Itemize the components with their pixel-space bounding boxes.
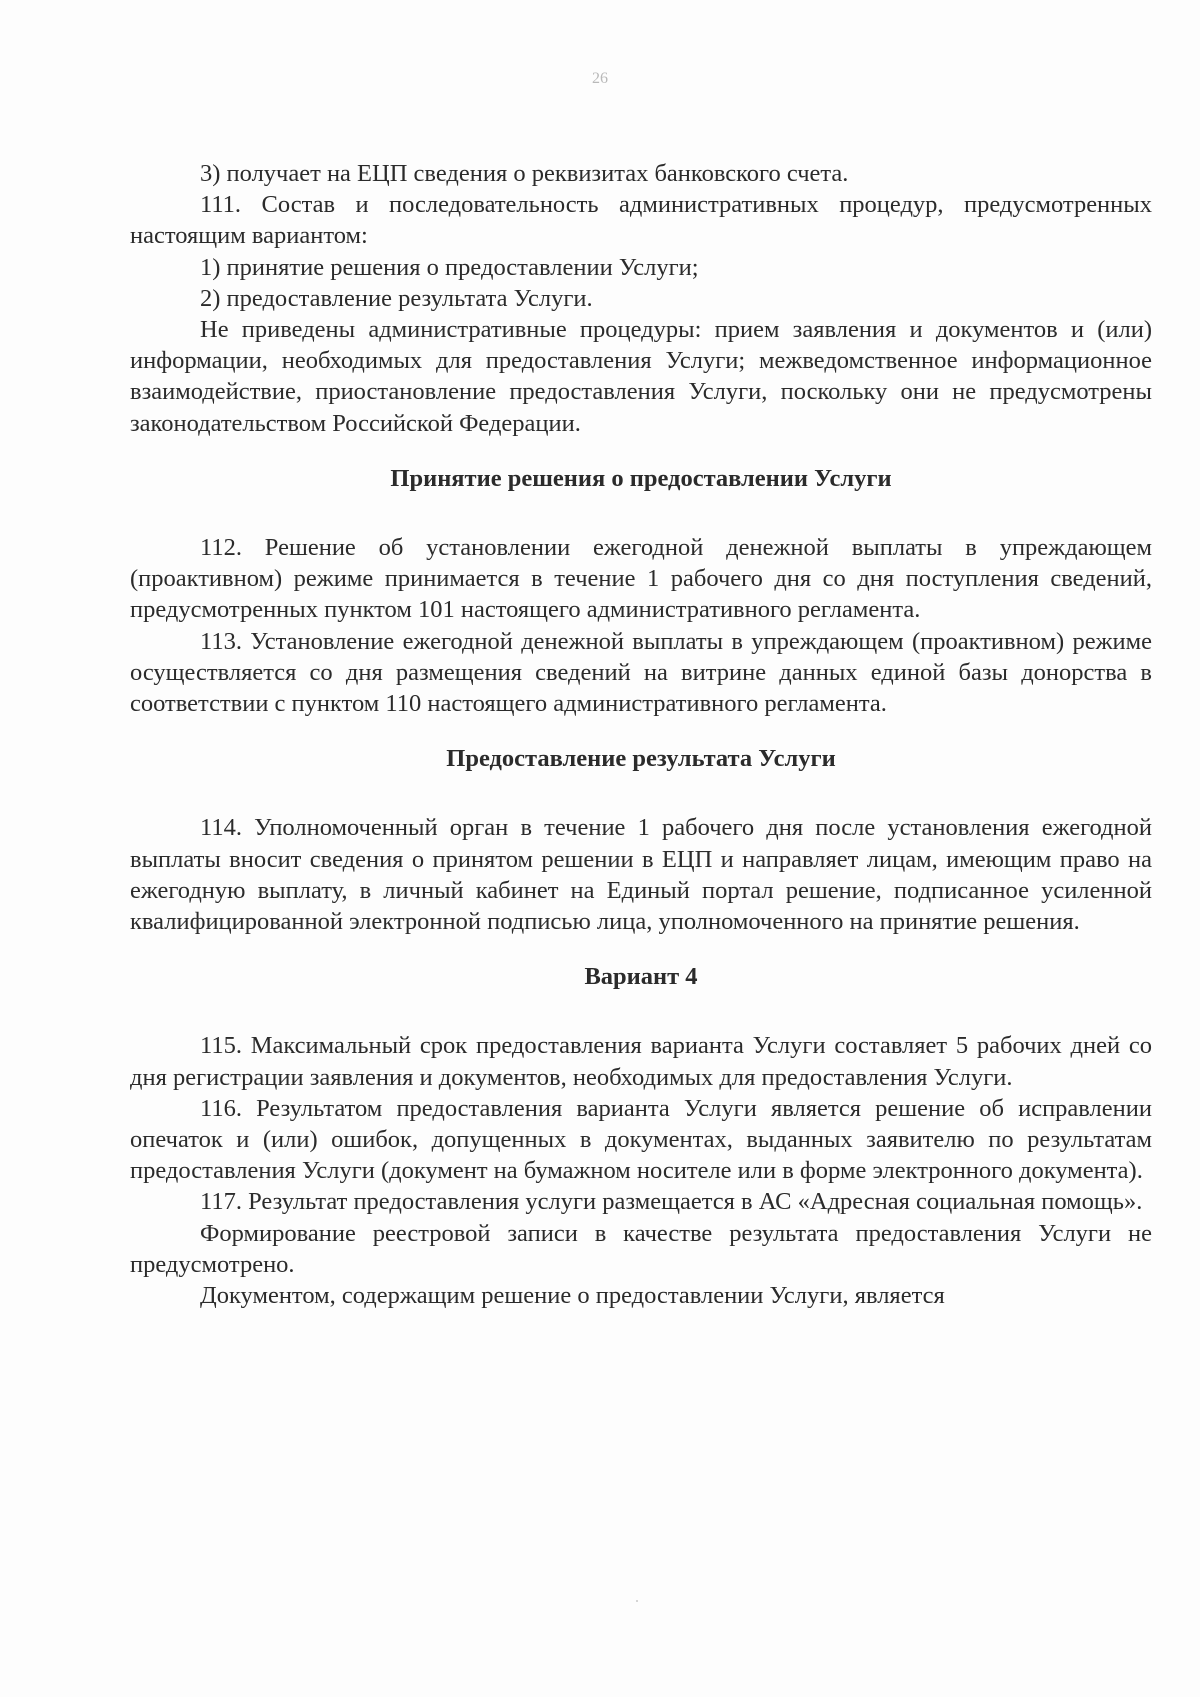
paragraph-115: 115. Максимальный срок предоставления варианта Услуги составляет 5 рабочих дней со дня регистрации заявления и документов, необходимых для предоставления Услуги. bbox=[130, 1032, 1152, 1091]
section-heading-decision: Принятие решения о предоставлении Услуги bbox=[390, 464, 892, 492]
paragraph-117: 117. Результат предоставления услуги размещается в АС «Адресная социальная помощь». bbox=[200, 1188, 1143, 1216]
paragraph-113: 113. Установление ежегодной денежной выплаты в упреждающем (проактивном) режиме осуществляется со дня размещения сведений на витрине данных единой базы донорства в соответствии с пунктом 110 настоящего административного регламента. bbox=[130, 627, 1152, 718]
paragraph-decision-document: Документом, содержащим решение о предоставлении Услуги, является bbox=[200, 1282, 945, 1310]
list-item-2: 2) предоставление результата Услуги. bbox=[200, 284, 593, 312]
page-number: 26 bbox=[592, 70, 608, 87]
paragraph-112: 112. Решение об установлении ежегодной денежной выплаты в упреждающем (проактивном) режиме принимается в течение 1 рабочего дня со дня поступления сведений, предусмотренных пунктом 101 настоящего административного регламента. bbox=[130, 534, 1152, 624]
paragraph-111: 111. Состав и последовательность административных процедур, предусмотренных настоящим вариантом: bbox=[130, 191, 1152, 250]
paragraph-not-listed-procedures: Не приведены административные процедуры: прием заявления и документов и (или) информации, необходимых для предоставления Услуги; межведомственное информационное взаимодействие, приостановление предоставления Услуги, поскольку они не предусмотрены законодательством Российской Федерации. bbox=[130, 316, 1152, 437]
list-item-1: 1) принятие решения о предоставлении Услуги; bbox=[200, 253, 699, 281]
paragraph-registry-record: Формирование реестровой записи в качестве результата предоставления Услуги не предусмотрено. bbox=[130, 1219, 1152, 1278]
paragraph-116: 116. Результатом предоставления варианта Услуги является решение об исправлении опечаток и (или) ошибок, допущенных в документах, выданных заявителю по результатам предоставления Услуги (документ на бумажном носителе или в форме электронного документа). bbox=[130, 1094, 1152, 1185]
paragraph-114: 114. Уполномоченный орган в течение 1 рабочего дня после установления ежегодной выплаты вносит сведения о принятом решении в ЕЦП и направляет лицам, имеющим право на ежегодную выплату, в личный кабинет на Единый портал решение, подписанное усиленной квалифицированной электронной подписью лица, уполномоченного на принятие решения. bbox=[130, 814, 1152, 936]
scan-speck bbox=[636, 1600, 638, 1602]
section-heading-result: Предоставление результата Услуги bbox=[446, 745, 836, 773]
paragraph-item-3: 3) получает на ЕЦП сведения о реквизитах банковского счета. bbox=[200, 160, 849, 187]
section-heading-variant-4: Вариант 4 bbox=[584, 963, 698, 991]
document-body bbox=[130, 158, 1152, 1311]
